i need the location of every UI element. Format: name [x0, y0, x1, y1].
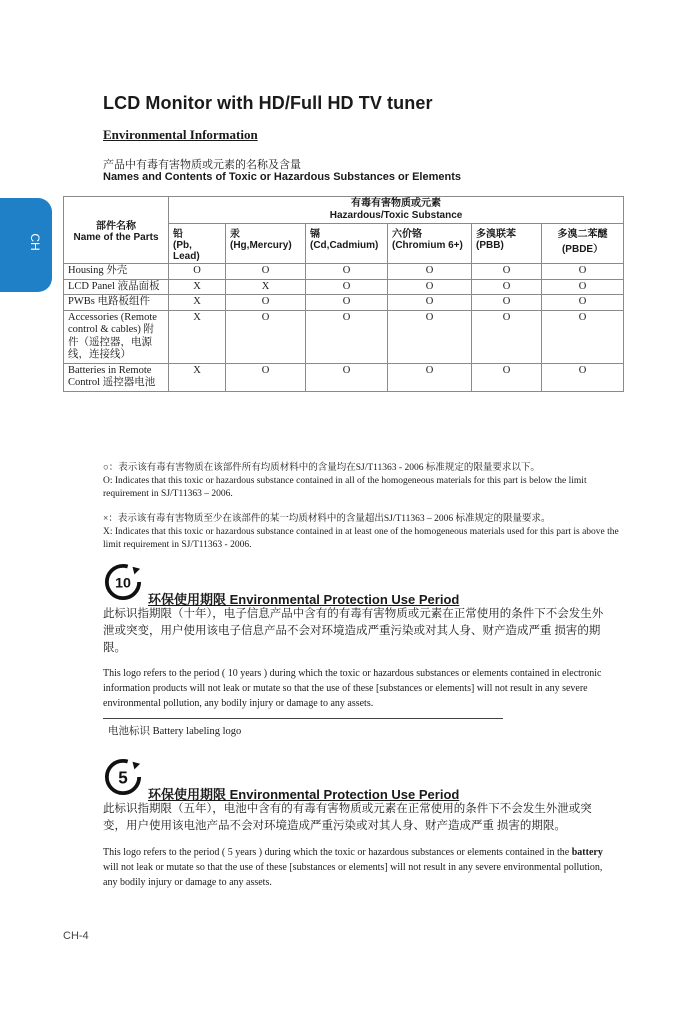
group-header-cn: 有毒有害物质或元素 — [351, 198, 442, 209]
epup-10-text-cn: 此标识指期限（十年），电子信息产品中含有的有毒有害物质或元素在正常使用的条件下不会发生外泄或突变，用户使用该电子信息产品不会对环境造成严重污染或对其人身、财产造成严重 损害的期限。 — [103, 608, 604, 654]
mark-cell: O — [542, 279, 624, 295]
column-header-lead: 铅 (Pb, Lead) — [169, 224, 226, 264]
mark-cell: O — [388, 310, 472, 363]
epup-5-en-bold: battery — [571, 847, 603, 858]
mark-cell: O — [306, 295, 388, 311]
parts-header — [64, 197, 169, 264]
mark-cell: X — [169, 310, 226, 363]
mark-cell: O — [226, 264, 306, 280]
mark-cell: O — [542, 295, 624, 311]
note-x-cn: ×：表示该有毒有害物质至少在该部件的某一均质材料中的含量超出SJ/T11363 – 2006 标准规定的限量要求。 — [103, 514, 551, 524]
column-header-chromium: 六价铬 (Chromium 6+) — [388, 224, 472, 264]
mark-cell: O — [226, 310, 306, 363]
part-name: Accessories (Remote control & cables) 附件（遥控器，电源线，连接线） — [64, 310, 169, 363]
mark-cell: O — [388, 295, 472, 311]
mark-cell: X — [169, 295, 226, 311]
mark-cell: O — [472, 295, 542, 311]
column-header-mercury: 汞 (Hg,Mercury) — [226, 224, 306, 264]
epup-5-text-cn: 此标识指期限（五年），电池中含有的有毒有害物质或元素在正常使用的条件下不会发生外泄或突变，用户使用该电池产品不会对环境造成严重污染或对其人身、财产造成严重 损害的期限。 — [103, 803, 592, 832]
epup-5-title: 环保使用期限 Environmental Protection Use Period — [148, 787, 460, 802]
epup-10-title: 环保使用期限 Environmental Protection Use Period — [148, 592, 460, 607]
epup-10-icon — [104, 563, 142, 601]
table-row — [64, 310, 624, 363]
epup-5-icon — [104, 758, 142, 796]
table-caption-cn: 产品中有毒有害物质或元素的名称及含量 — [103, 159, 301, 171]
language-tab-label: CH — [28, 233, 42, 251]
mark-cell: O — [542, 363, 624, 391]
mark-cell: O — [226, 363, 306, 391]
mark-cell: O — [472, 264, 542, 280]
mark-cell: O — [542, 310, 624, 363]
mark-cell: O — [472, 279, 542, 295]
mark-cell: O — [306, 279, 388, 295]
epup-5-text-en — [103, 845, 608, 890]
substance-group-header — [169, 197, 624, 224]
mark-cell: O — [542, 264, 624, 280]
epup-10-number: 10 — [115, 575, 131, 592]
mark-cell: O — [169, 264, 226, 280]
column-header-pbde: 多溴二苯醚 (PBDE） — [542, 224, 624, 264]
part-name: Housing 外壳 — [64, 264, 169, 280]
mark-cell: O — [226, 295, 306, 311]
table-caption-en: Names and Contents of Toxic or Hazardous Substances or Elements — [103, 171, 461, 183]
parts-header-en: Name of the Parts — [73, 232, 159, 243]
epup-10-text-en: This logo refers to the period ( 10 years ) during which the toxic or hazardous substances or elements contained in electronic information products will not leak or mutate so that the use of these [substances or elements] will not result in any severe environmental pollution, any bodily injury or damage to any assets. — [103, 668, 602, 709]
mark-cell: O — [306, 264, 388, 280]
epup-5-number: 5 — [118, 768, 128, 788]
mark-cell: O — [388, 279, 472, 295]
table-row — [64, 295, 624, 311]
note-x-en: X: Indicates that this toxic or hazardous substance contained in at least one of the homogeneous materials used for this part is above the limit requirement in SJ/T11363 - 2006. — [103, 527, 619, 550]
column-header-pbb: 多溴联苯 (PBB) — [472, 224, 542, 264]
mark-cell: X — [169, 363, 226, 391]
divider — [103, 718, 503, 719]
note-o — [103, 462, 623, 501]
mark-cell: X — [226, 279, 306, 295]
substance-table — [63, 196, 624, 392]
part-name: LCD Panel 液晶面板 — [64, 279, 169, 295]
page-title: LCD Monitor with HD/Full HD TV tuner — [103, 93, 433, 113]
epup-5-en-post: will not leak or mutate so that the use of these [substances or elements] will not result in any severe environmental pollution, any bodily injury or damage to any assets. — [103, 862, 603, 888]
page-number: CH-4 — [63, 930, 89, 942]
table-row — [64, 363, 624, 391]
mark-cell: O — [388, 363, 472, 391]
mark-cell: X — [169, 279, 226, 295]
epup-5-en-pre: This logo refers to the period ( 5 years ) during which the toxic or hazardous substances or elements contained in the — [103, 847, 572, 858]
table-row — [64, 279, 624, 295]
mark-cell: O — [472, 310, 542, 363]
parts-header-cn: 部件名称 — [96, 221, 136, 232]
part-name: PWBs 电路板组件 — [64, 295, 169, 311]
note-x — [103, 513, 623, 552]
mark-cell: O — [306, 363, 388, 391]
mark-cell: O — [306, 310, 388, 363]
part-name: Batteries in Remote Control 遥控器电池 — [64, 363, 169, 391]
group-header-en: Hazardous/Toxic Substance — [329, 210, 463, 221]
note-o-en: O: Indicates that this toxic or hazardous substance contained in all of the homogeneous materials for this part is below the limit requirement in SJ/T11363 – 2006. — [103, 476, 587, 499]
language-side-tab — [0, 198, 52, 292]
mark-cell: O — [388, 264, 472, 280]
column-header-cadmium: 镉 (Cd,Cadmium) — [306, 224, 388, 264]
note-o-cn: ○：表示该有毒有害物质在该部件所有均质材料中的含量均在SJ/T11363 - 2006 标准规定的限量要求以下。 — [103, 463, 540, 473]
table-row — [64, 264, 624, 280]
mark-cell: O — [472, 363, 542, 391]
battery-label: 电池标识 Battery labeling logo — [108, 726, 242, 737]
section-heading: Environmental Information — [103, 127, 258, 142]
